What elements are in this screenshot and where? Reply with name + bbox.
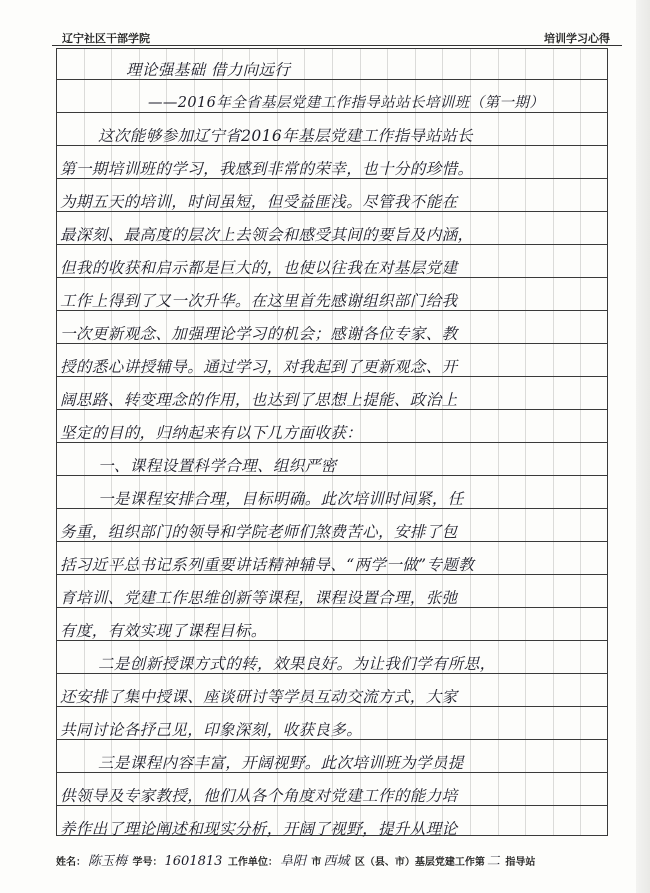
page-footer (56, 850, 616, 870)
text-line: 二是创新授课方式的转，效果良好。为让我们学有所思， (98, 655, 496, 673)
page-header (62, 24, 610, 46)
text-line: 三是课程内容丰富，开阔视野。此次培训班为学员提 (98, 754, 464, 772)
text-line: 育培训、党建工作思维创新等课程，课程设置合理，张弛 (60, 589, 458, 607)
header-category: 培训学习心得 (544, 32, 610, 45)
id-label: 学号： (132, 857, 163, 868)
text-line: 括习近平总书记系列重要讲话精神辅导、“两学一做”专题教 (60, 556, 475, 574)
district-suffix: 区（县、市）基层党建工作第 (354, 857, 485, 868)
id-value: 1601813 (164, 854, 223, 869)
text-line: 有度，有效实现了课程目标。 (60, 622, 267, 640)
header-rule (52, 45, 622, 46)
text-line: 这次能够参加辽宁省2016年基层党建工作指导站站长 (98, 127, 473, 145)
text-line: 授的悉心讲授辅导。通过学习，对我起到了更新观念、开 (60, 358, 458, 376)
text-line: 坚定的目的，归纳起来有以下几方面收获： (60, 424, 363, 442)
district-value: 西城 (323, 854, 350, 869)
text-line: 还安排了集中授课、座谈研讨等学员互动交流方式，大家 (60, 688, 458, 706)
text-line: 阔思路、转变理念的作用，也达到了思想上提能、政治上 (60, 391, 458, 409)
text-line: 第一期培训班的学习，我感到非常的荣幸，也十分的珍惜。 (60, 160, 474, 178)
text-line: 最深刻、最高度的层次上去领会和感受其间的要旨及内涵， (60, 226, 474, 244)
unit-label: 工作单位： (227, 857, 278, 868)
essay-subtitle: ——2016年全省基层党建工作指导站站长培训班（第一期） (148, 95, 545, 111)
section-heading: 一、课程设置科学合理、组织严密 (98, 457, 337, 475)
text-line: 但我的收获和启示都是巨大的，也使以往我在对基层党建 (60, 259, 458, 277)
text-line: 一次更新观念、加强理论学习的机会；感谢各位专家、教 (60, 325, 458, 343)
text-line: 务重，组织部门的领导和学院老师们煞费苦心，安排了包 (60, 523, 458, 541)
text-line: 为期五天的培训，时间虽短，但受益匪浅。尽管我不能在 (60, 193, 458, 211)
ruled-writing-sheet (56, 48, 608, 836)
text-line: 一是课程安排合理，目标明确。此次培训时间紧，任 (98, 490, 464, 508)
station-value: 二 (486, 854, 500, 869)
text-line: 共同讨论各抒己见，印象深刻，收获良多。 (60, 721, 363, 739)
essay-title: 理论强基础 借力向远行 (126, 61, 291, 79)
city-value: 阜阳 (279, 854, 306, 869)
text-line: 养作出了理论阐述和现实分析，开阔了视野，提升从理论 (60, 820, 458, 838)
city-suffix: 市 (311, 857, 322, 868)
text-line: 工作上得到了又一次升华。在这里首先感谢组织部门给我 (60, 292, 458, 310)
name-value: 陈玉梅 (88, 854, 128, 869)
station-suffix: 指导站 (505, 857, 536, 868)
text-line: 供领导及专家教授，他们从各个角度对党建工作的能力培 (60, 787, 458, 805)
scan-edge-shading (636, 0, 650, 893)
header-institution: 辽宁社区干部学院 (62, 32, 150, 45)
name-label: 姓名： (56, 857, 86, 868)
